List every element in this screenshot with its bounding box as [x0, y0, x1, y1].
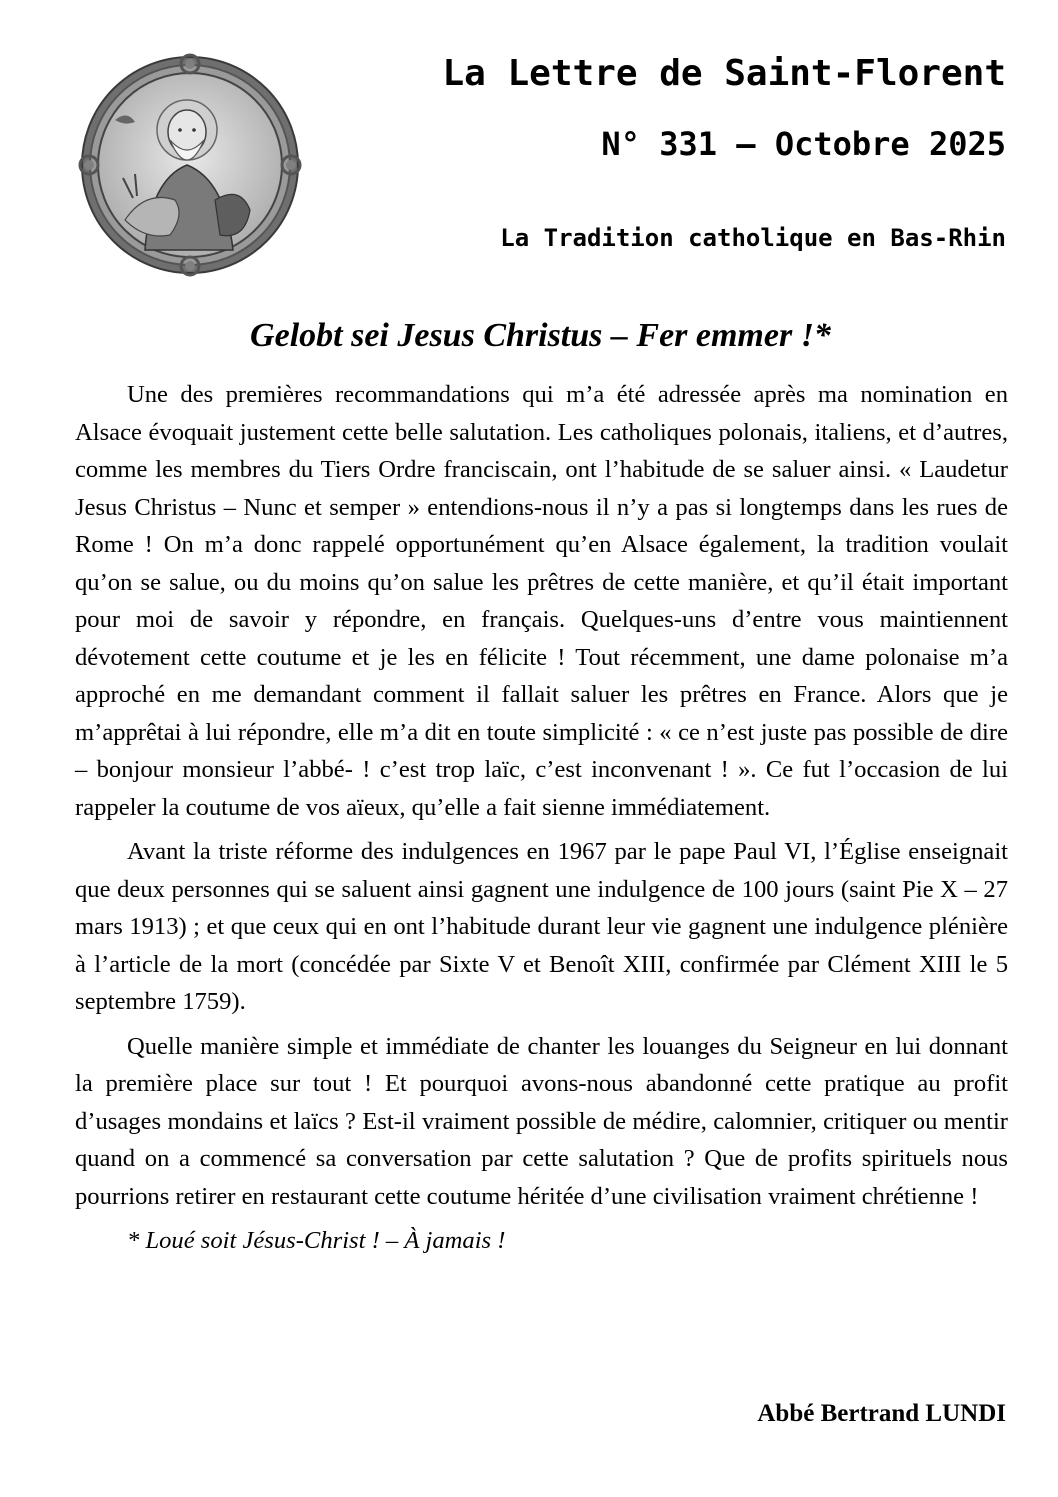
paragraph-2: Avant la triste réforme des indulgences en 1967 par le pape Paul VI, l’Église enseignait que deux personnes qui se saluent ainsi gagnent une indulgence de 100 jours (saint Pie X – 27 mars 1913) ; et que ceux qui en ont l’habitude durant leur vie gagnent une indulgence plénière à l’article de la mort (concédée par Sixte V et Benoît XIII, confirmée par Clément XIII le 5 septembre 1759). [75, 838, 1008, 1015]
author-signature: Abbé Bertrand LUNDI [757, 1400, 1006, 1427]
paragraph-1: Une des premières recommandations qui m’a été adressée après ma nomination en Alsace évoquait justement cette belle salutation. Les catholiques polonais, italiens, et d’autres, comme les membres du Tiers Ordre franciscain, ont l’habitude de se saluer ainsi. « Laudetur Jesus Christus – Nunc et semper » entendions-nous il n’y a pas si longtemps dans les rues de Rome ! On m’a donc rappelé opportunément qu’en Alsace également, la tradition voulait qu’on se salue, ou du moins qu’on salue les prêtres de cette manière, et qu’il était important pour moi de savoir y répondre, en français. Quelques-uns d’entre vous maintiennent dévotement cette coutume et je les en félicite ! Tout récemment, une dame polonaise m’a approché en me demandant comment il fallait saluer les prêtres en France. Alors que je m’apprêtai à lui répondre, elle m’a dit en toute simplicité : « ce n’est juste pas possible de dire – bonjour monsieur l’abbé- ! c’est trop laïc, c’est inconvenant ! ». Ce fut l’occasion de lui rappeler la coutume de vos aïeux, qu’elle a fait sienne immédiatement. [75, 381, 1008, 821]
paragraph-3: Quelle manière simple et immédiate de chanter les louanges du Seigneur en lui donnant la première place sur tout ! Et pourquoi avons-nous abandonné cette pratique au profit d’usages mondains et laïcs ? Est-il vraiment possible de médire, calomnier, critiquer ou mentir quand on a commencé sa conversation par cette salutation ? Que de profits spirituels nous pourrions retirer en restaurant cette coutume héritée d’une civilisation vraiment chrétienne ! [75, 1032, 1008, 1210]
article-body [75, 376, 1008, 1267]
issue-number: N° 331 — Octobre 2025 [601, 125, 1006, 163]
saint-medallion-icon [75, 50, 305, 280]
article-headline: Gelobt sei Jesus Christus – Fer emmer !* [250, 317, 831, 354]
newsletter-subtitle: La Tradition catholique en Bas-Rhin [500, 224, 1006, 252]
footnote: * Loué soit Jésus-Christ ! – À jamais ! [127, 1227, 506, 1254]
newsletter-title: La Lettre de Saint-Florent [442, 53, 1006, 94]
